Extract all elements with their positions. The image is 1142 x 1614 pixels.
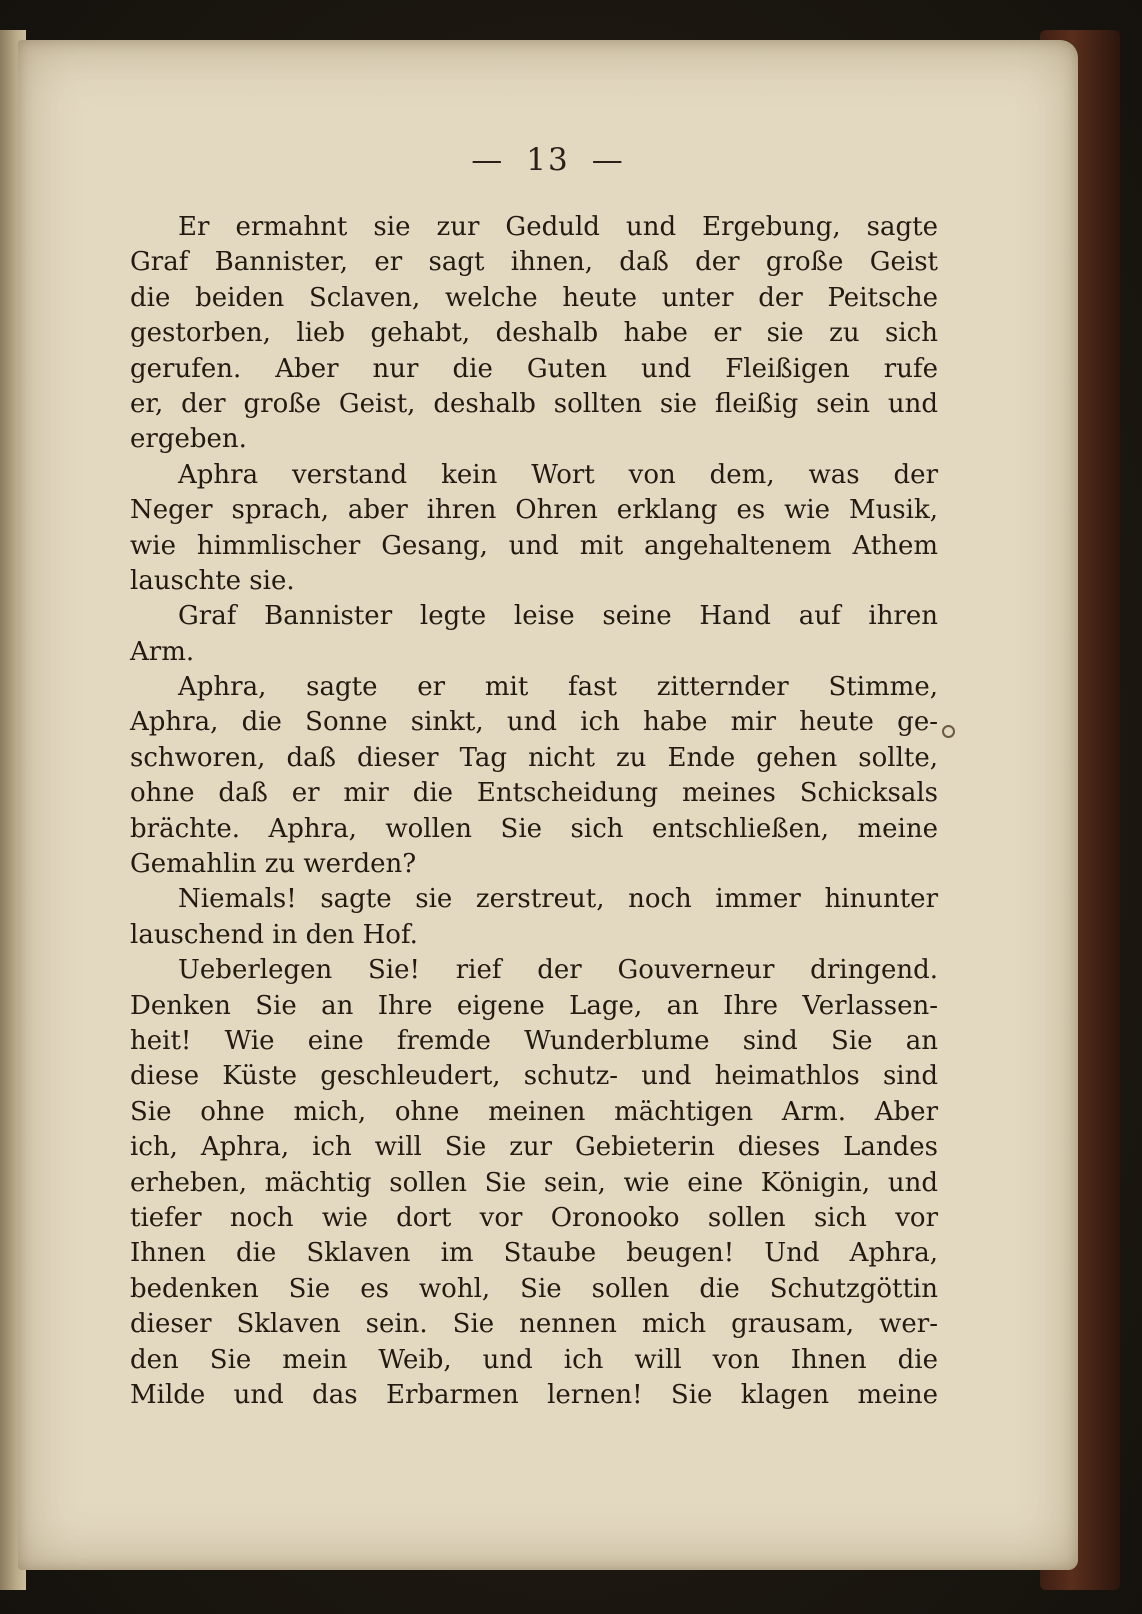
text-line: Graf Bannister, er sagt ihnen, daß der große Geist: [130, 247, 938, 278]
page-number-dash-left: —: [471, 142, 505, 178]
text-line: Graf Bannister legte leise seine Hand auf ihren: [178, 601, 938, 632]
page-number-value: 13: [526, 142, 570, 178]
text-line: gerufen. Aber nur die Guten und Fleißigen rufe: [130, 353, 938, 384]
text-line: ohne daß er mir die Entscheidung meines Schicksals: [130, 778, 938, 809]
text-line: Gemahlin zu werden?: [130, 849, 417, 880]
text-line: wie himmlischer Gesang, und mit angehaltenem Athem: [130, 530, 938, 561]
text-line: Ihnen die Sklaven im Staube beugen! Und Aphra,: [130, 1238, 938, 1269]
text-line: ergeben.: [130, 424, 247, 455]
text-line: bedenken Sie es wohl, Sie sollen die Schutzgöttin: [130, 1273, 938, 1304]
text-line: Milde und das Erbarmen lernen! Sie klagen meine: [130, 1379, 938, 1410]
text-line: lauschte sie.: [130, 565, 295, 596]
page-number: [18, 142, 1078, 178]
text-line: dieser Sklaven sein. Sie nennen mich grausam, wer-: [130, 1309, 938, 1340]
page-number-dash-right: —: [591, 142, 625, 178]
text-line: gestorben, lieb gehabt, deshalb habe er sie zu sich: [130, 318, 938, 349]
text-line: Arm.: [130, 636, 195, 667]
text-line: Er ermahnt sie zur Geduld und Ergebung, sagte: [178, 212, 938, 242]
body-text: [130, 210, 938, 1413]
text-line: er, der große Geist, deshalb sollten sie fleißig sein und: [130, 388, 938, 419]
text-line: schworen, daß dieser Tag nicht zu Ende gehen sollte,: [130, 742, 938, 773]
text-line: heit! Wie eine fremde Wunderblume sind Sie an: [130, 1025, 938, 1056]
text-line: Aphra, sagte er mit fast zitternder Stimme,: [178, 672, 938, 703]
text-line: Sie ohne mich, ohne meinen mächtigen Arm. Aber: [130, 1096, 938, 1127]
paper-speck: [942, 725, 955, 738]
text-line: Denken Sie an Ihre eigene Lage, an Ihre Verlassen-: [130, 990, 938, 1021]
text-line: lauschend in den Hof.: [130, 919, 418, 950]
text-line: Aphra, die Sonne sinkt, und ich habe mir heute ge-: [130, 707, 938, 738]
text-line: brächte. Aphra, wollen Sie sich entschließen, meine: [130, 813, 938, 844]
text-line: Neger sprach, aber ihren Ohren erklang es wie Musik,: [130, 495, 938, 526]
text-line: die beiden Sclaven, welche heute unter der Peitsche: [130, 282, 938, 313]
text-line: Ueberlegen Sie! rief der Gouverneur dringend.: [178, 955, 938, 986]
text-line: den Sie mein Weib, und ich will von Ihnen die: [130, 1344, 938, 1375]
book-page: [18, 40, 1078, 1570]
text-line: Niemals! sagte sie zerstreut, noch immer hinunter: [178, 884, 938, 915]
text-line: erheben, mächtig sollen Sie sein, wie eine Königin, und: [130, 1167, 938, 1198]
text-line: ich, Aphra, ich will Sie zur Gebieterin dieses Landes: [130, 1132, 938, 1163]
text-line: Aphra verstand kein Wort von dem, was der: [178, 459, 938, 490]
text-line: diese Küste geschleudert, schutz- und heimathlos sind: [130, 1061, 938, 1092]
text-line: tiefer noch wie dort vor Oronooko sollen sich vor: [130, 1202, 938, 1233]
